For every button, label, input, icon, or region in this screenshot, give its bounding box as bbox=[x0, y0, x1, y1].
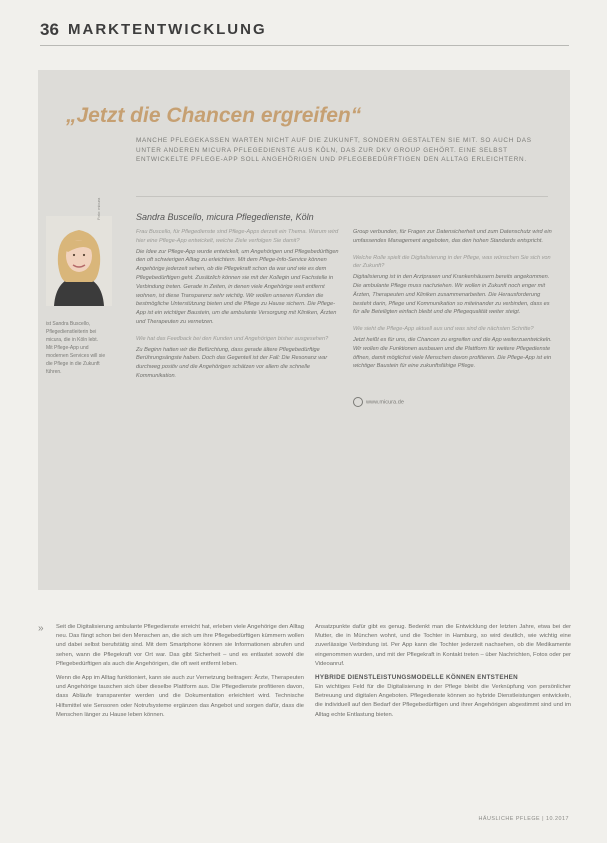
photo-caption: ist Sandra Buscello, Pflegedienstleiterin bei micura, die in Köln lebt. Mit Pflege-App und modernen Services will sie die Pflege in die Zukunft führen. bbox=[46, 321, 106, 375]
answer: Digitalisierung ist in den Arztpraxen und Krankenhäusern bereits angekommen. Die ambulante Pflege muss nachziehen. Wir wollen in Zukunft noch enger mit Ärzten, Therapeuten und Kliniken zusammenarbeiten. Die Herausforderung besteht darin, Pflege und Kommunikation so miteinander zu verbinden, dass es für alle Beteiligten einfach bleibt und die Pflegequalität weiter steigt. bbox=[353, 274, 550, 316]
page-footer: HÄUSLICHE PFLEGE | 10.2017 bbox=[478, 816, 569, 822]
article-paragraph: Ansatzpunkte dafür gibt es genug. Bedenkt man die Entwicklung der letzten Jahre, etwa bei der Mutter, die in München wohnt, und die Tochter in Hamburg, so wird deutlich, wie wichtig eine zuverlässige Verbindung ist. Per App kann die Tochter jederzeit nachsehen, ob die Medikamente eingenommen wurden, und mit der Pflegekraft in Kontakt treten – über Nachrichten, Fotos oder per Videoanruf. bbox=[315, 624, 571, 667]
article-right-column bbox=[315, 623, 571, 725]
interview-divider bbox=[136, 196, 548, 197]
photo-credit: Foto: micura bbox=[96, 197, 101, 220]
article-paragraph: Seit die Digitalisierung ambulante Pflegedienste erreicht hat, erleben viele Angehörige den Alltag neu. Das fängt schon bei den Menschen an, die sich um ihre Pflegebedürftigen kümmern wollen und dabei selbst berufstätig sind. Mit dem Smartphone können sie Informationen abrufen und sehen, wann die Pflegekraft vor Ort war. Das gibt Sicherheit – und es entlastet sowohl die Pflegebedürftigen als auch die Angehörigen, die oft weit entfernt leben. bbox=[56, 624, 304, 667]
question: Frau Buscello, für Pflegedienste sind Pflege-Apps derzeit ein Thema. Warum wird hier eine Pflege-App entwickelt, welche Ziele verfolgen Sie damit? bbox=[136, 229, 339, 244]
question: Wie sieht die Pflege-App aktuell aus und was sind die nächsten Schritte? bbox=[353, 326, 534, 333]
interview-left-column bbox=[136, 228, 340, 389]
section-title: MARKTENTWICKLUNG bbox=[68, 21, 267, 38]
portrait-illustration bbox=[46, 216, 112, 306]
website-link-text[interactable]: www.micura.de bbox=[366, 399, 404, 406]
answer: Group verbunden, für Fragen zur Datensicherheit und zum Datenschutz wird ein umfassendes Management angeboten, das den hohen Standards entspricht. bbox=[353, 229, 552, 244]
continuation-marker: » bbox=[38, 623, 44, 634]
interview-right-column bbox=[353, 228, 555, 379]
page-number: 36 bbox=[40, 20, 59, 39]
article-paragraph: Wenn die App im Alltag funktioniert, kann sie auch zur Vernetzung beitragen: Ärzte, Therapeuten und Angehörige tauschen sich über dieselbe Plattform aus. Die Pflegedienste profitieren davon, dass Abläufe transparenter werden und die Dokumentation erleichtert wird. Technische Hilfsmittel wie Sensoren oder Notrufsysteme ergänzen das Angebot und sorgen dafür, dass die Menschen länger zu Hause leben können. bbox=[56, 675, 304, 718]
question: Wie hat das Feedback bei den Kunden und Angehörigen bisher ausgesehen? bbox=[136, 335, 329, 342]
interview-box bbox=[38, 70, 570, 590]
header-rule bbox=[40, 45, 569, 46]
answer: Die Idee zur Pflege-App wurde entwickelt, um Angehörigen und Pflegebedürftigen den oft schwierigen Alltag zu erleichtern. Mit dem Pflege-Info-Service können Angehörige jederzeit sehen, ob die Pflegekraft schon da war und wie es dem Pflegebedürftigen geht. Zusätzlich können sie mit der Kollegin und Fachstelle in Verbindung treten. Gerade in Zeiten, in denen viele Angehörige weit entfernt wohnen, ist diese Transparenz sehr wichtig. Wir wollen unseren Kunden die bestmögliche Unterstützung bieten und die Pflege zu Hause sichern. Die Pflege-App ist ein wichtiger Baustein, um die ambulante Versorgung mit Kliniken, Ärzten und Therapeuten zu vernetzen. bbox=[136, 248, 339, 325]
answer: Jetzt heißt es für uns, die Chancen zu ergreifen und die App weiterzuentwickeln. Wir wollen die Funktionen ausbauen und die Plattform für weitere Pflegedienste öffnen, damit möglichst viele Menschen davon profitieren. Die Pflege-App ist ein wichtiger Baustein für eine zukunftsfähige Pflege. bbox=[353, 336, 552, 370]
article-subhead: HYBRIDE DIENSTLEISTUNGSMODELLE KÖNNEN ENTSTEHEN bbox=[315, 674, 519, 682]
question: Welche Rolle spielt die Digitalisierung in der Pflege, was wünschen Sie sich von der Zukunft? bbox=[353, 254, 551, 270]
article-paragraph: Ein wichtiges Feld für die Digitalisierung in der Pflege bleibt die Verknüpfung von persönlicher Betreuung und digitalen Angeboten. Pflegedienste können so hybride Dienstleistungen entwickeln, die individuell auf den Bedarf der Pflegebedürftigen und ihrer Angehörigen abgestimmt sind und im Alltag echte Entlastung bieten. bbox=[315, 684, 571, 718]
answer: Zu Beginn hatten wir die Befürchtung, dass gerade ältere Pflegebedürftige Berührungsängste haben. Doch das Gegenteil ist der Fall: Die Resonanz war durchweg positiv und die Angehörigen schätzen vor allem die schnelle Kommunikation. bbox=[136, 346, 328, 379]
website-link[interactable] bbox=[353, 397, 404, 407]
globe-icon bbox=[353, 397, 363, 407]
portrait-photo bbox=[46, 216, 112, 306]
interviewee-name: Sandra Buscello, micura Pflegedienste, Köln bbox=[136, 212, 314, 222]
article-left-column bbox=[56, 623, 304, 725]
interview-intro: MANCHE PFLEGEKASSEN WARTEN NICHT AUF DIE ZUKUNFT, SONDERN GESTALTEN SIE MIT. SO AUCH DAS UNTER ANDEREN MICURA PFLEGEDIENSTE AUS KÖLN, DAS ZUR DKV GROUP GEHÖRT. EINE SELBST ENTWICKELTE PFLEGE-APP SOLL ANGEHÖRIGEN UND PFLEGEBEDÜRFTIGEN DEN ALLTAG ERLEICHTERN. bbox=[136, 137, 532, 164]
interview-headline: „Jetzt die Chancen ergreifen“ bbox=[66, 104, 362, 127]
